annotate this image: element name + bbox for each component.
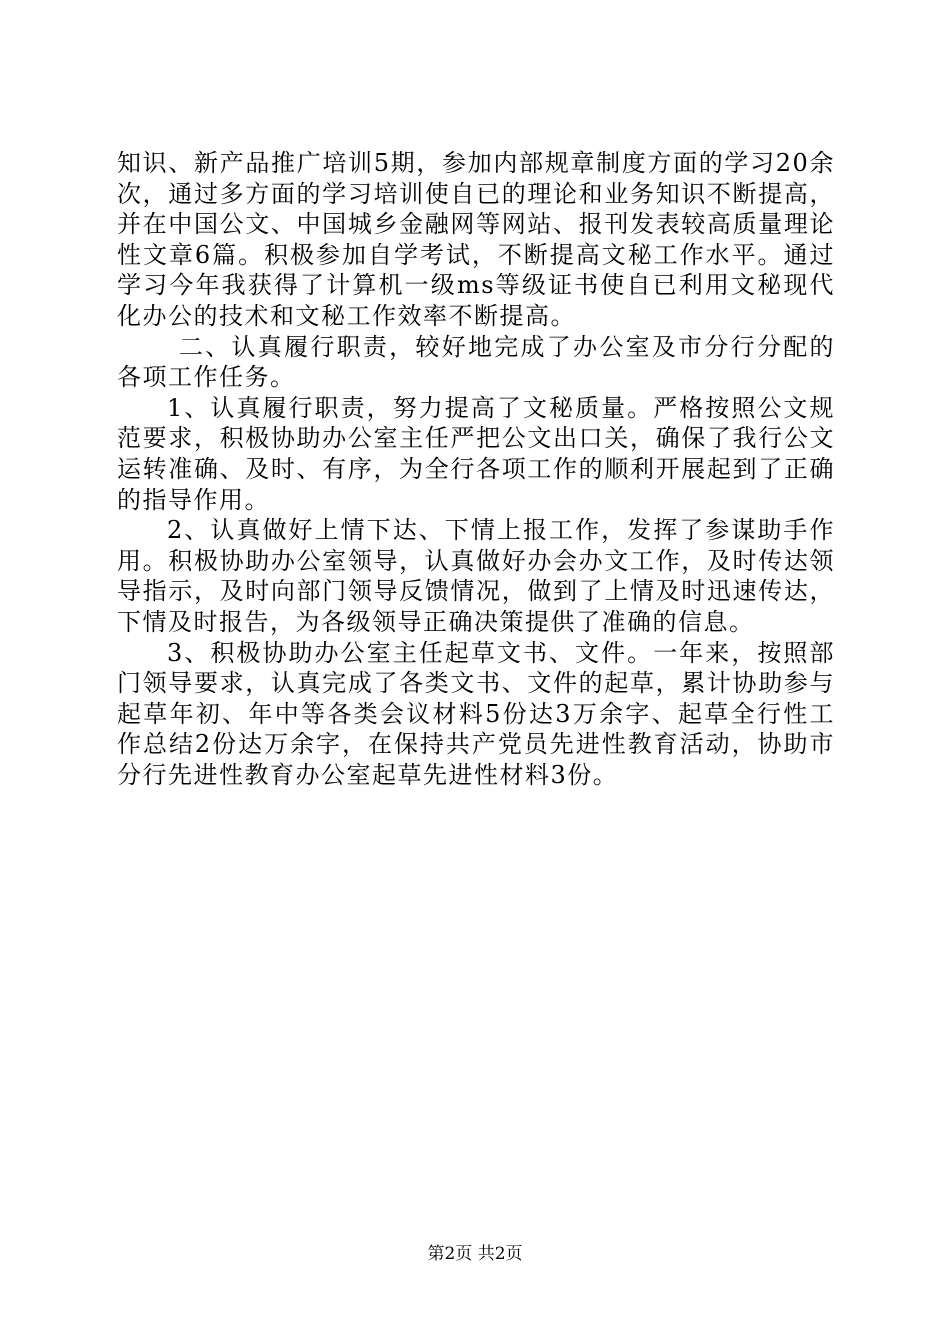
page-number-footer: 第2页 共2页 <box>427 1244 523 1264</box>
paragraph-continuation: 知识、新产品推广培训5期，参加内部规章制度方面的学习20余次，通过多方面的学习培训使自已的理论和业务知识不断提高，并在中国公文、中国城乡金融网等网站、报刊发表较高质量理论性文章6篇。积极参加自学考试，不断提高文秘工作水平。通过学习今年我获得了计算机一级ms等级证书使自已利用文秘现代化办公的技术和文秘工作效率不断提高。 <box>117 149 835 330</box>
paragraph-item-1: 1、认真履行职责，努力提高了文秘质量。严格按照公文规范要求，积极协助办公室主任严把公文出口关，确保了我行公文运转准确、及时、有序，为全行各项工作的顺利开展起到了正确的指导作用。 <box>117 393 835 514</box>
paragraph-section-two-heading: 二、认真履行职责，较好地完成了办公室及市分行分配的各项工作任务。 <box>117 332 835 392</box>
paragraph-item-3: 3、积极协助办公室主任起草文书、文件。一年来，按照部门领导要求，认真完成了各类文书、文件的起草，累计协助参与起草年初、年中等各类会议材料5份达3万余字、起草全行性工作总结2份达万余字，在保持共产党员先进性教育活动，协助市分行先进性教育办公室起草先进性材料3份。 <box>117 638 835 789</box>
document-body <box>117 148 835 790</box>
paragraph-item-2: 2、认真做好上情下达、下情上报工作，发挥了参谋助手作用。积极协助办公室领导，认真做好办会办文工作，及时传达领导指示，及时向部门领导反馈情况，做到了上情及时迅速传达，下情及时报告，为各级领导正确决策提供了准确的信息。 <box>117 516 835 636</box>
